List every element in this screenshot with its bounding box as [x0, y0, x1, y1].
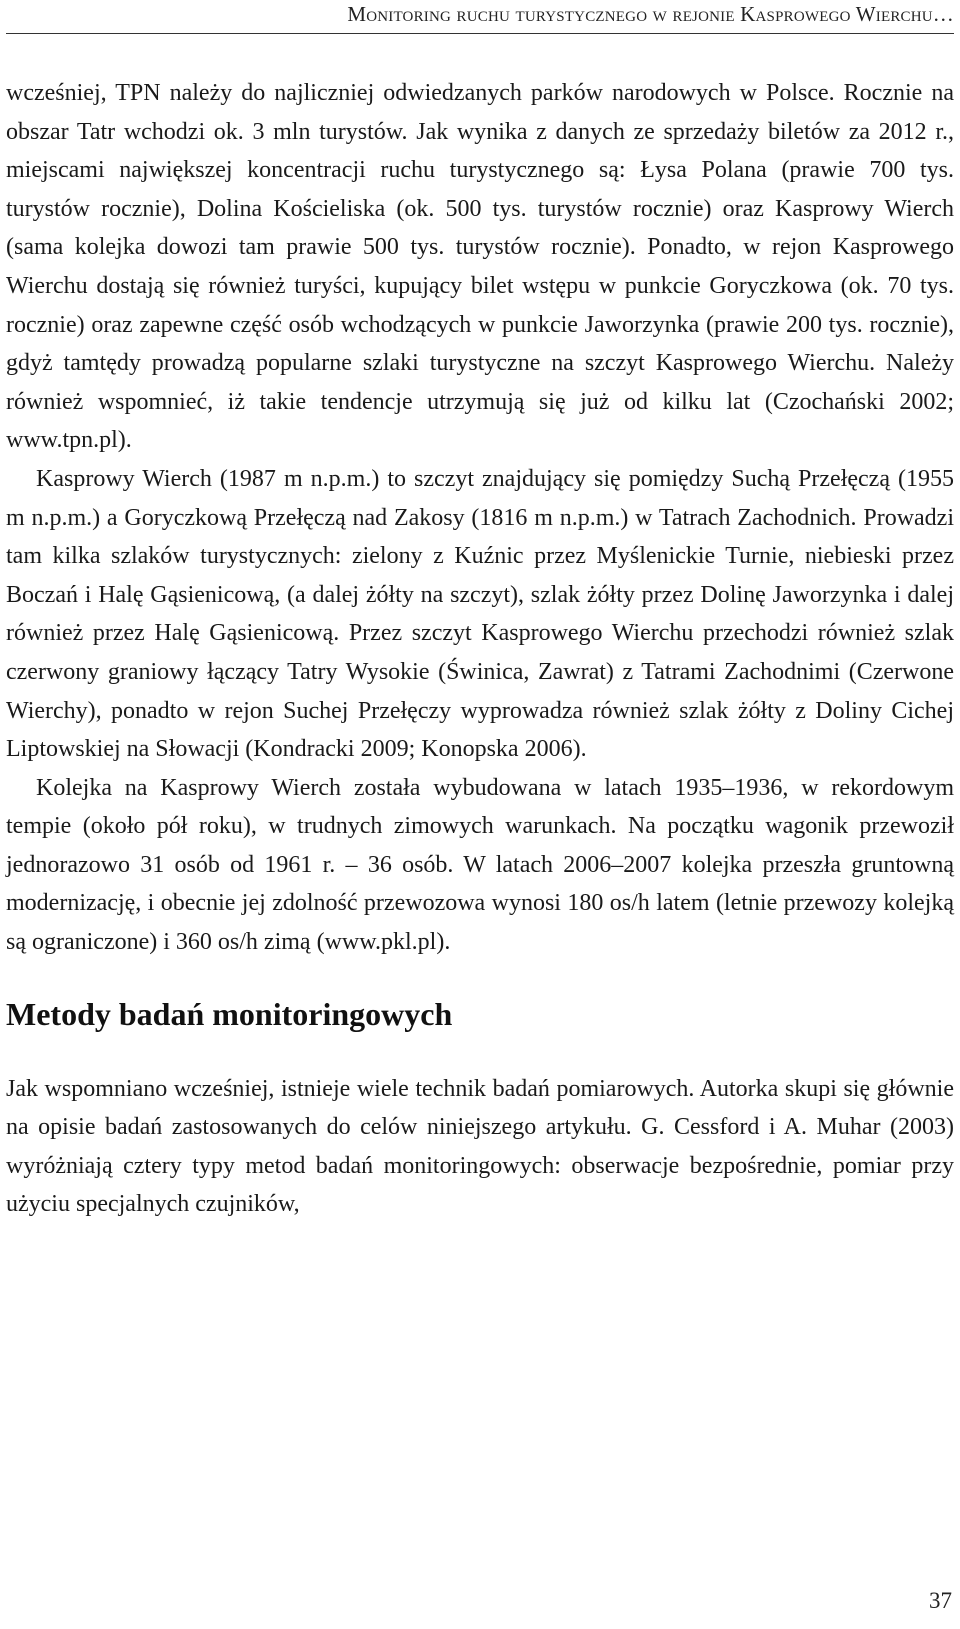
paragraph-tpn-visitors: wcześniej, TPN należy do najliczniej odwiedzanych parków narodowych w Polsce. Rocznie na obszar Tatr wchodzi ok. 3 mln turystów. Jak wynika z danych ze sprzedaży biletów za 2012 r., miejscami największej koncentracji ruchu turystycznego są: Łysa Polana (prawie 700 tys. turystów rocznie), Dolina Kościeliska (ok. 500 tys. turystów rocznie) oraz Kasprowy Wierch (sama kolejka dowozi tam prawie 500 tys. turystów rocznie). Ponadto, w rejon Kasprowego Wierchu dostają się również turyści, kupujący bilet wstępu w punkcie Goryczkowa (ok. 70 tys. rocznie) oraz zapewne część osób wchodzących w punkcie Jaworzynka (prawie 200 tys. rocznie), gdyż tamtędy prowadzą popularne szlaki turystyczne na szczyt Kasprowego Wierchu. Należy również wspomnieć, iż takie tendencje utrzymują się już od kilku lat (Czochański 2002; www.tpn.pl). [6, 80, 954, 454]
body-text [6, 74, 954, 1224]
section-heading: Metody badań monitoringowych [6, 995, 453, 1032]
page-number: 37 [929, 1588, 952, 1613]
paragraph-cable-car: Kolejka na Kasprowy Wierch została wybudowana w latach 1935–1936, w rekordowym tempie (około pół roku), w trudnych zimowych warunkach. Na początku wagonik przewoził jednorazowo 31 osób od 1961 r. – 36 osób. W latach 2006–2007 kolejka przeszła gruntowną modernizację, i obecnie jej zdolność przewozowa wynosi 180 os/h latem (letnie przewozy kolejką są ograniczone) i 360 os/h zimą (www.pkl.pl). [6, 774, 954, 956]
running-header: Monitoring ruchu turystycznego w rejonie Kasprowego Wierchu… [6, 0, 954, 34]
paragraph-kasprowy-trails: Kasprowy Wierch (1987 m n.p.m.) to szczyt znajdujący się pomiędzy Suchą Przełęczą (1955 m n.p.m.) a Goryczkową Przełęczą nad Zakosy (1816 m n.p.m.) w Tatrach Zachodnich. Prowadzi tam kilka szlaków turystycznych: zielony z Kuźnic przez Myślenickie Turnie, niebieski przez Boczań i Halę Gąsienicową, (a dalej żółty na szczyt), szlak żółty przez Dolinę Jaworzynka i dalej również przez Halę Gąsienicową. Przez szczyt Kasprowego Wierchu przechodzi również szlak czerwony graniowy łączący Tatry Wysokie (Świnica, Zawrat) z Tatrami Zachodnimi (Czerwone Wierchy), ponadto w rejon Suchej Przełęczy wyprowadza również szlak żółty z Doliny Cichej Liptowskiej na Słowacji (Kondracki 2009; Konopska 2006). [6, 465, 954, 763]
paragraph-monitoring-methods: Jak wspomniano wcześniej, istnieje wiele technik badań pomiarowych. Autorka skupi się głównie na opisie badań zastosowanych do celów niniejszego artykułu. G. Cessford i A. Muhar (2003) wyróżniają cztery typy metod badań monitoringowych: obserwacje bezpośrednie, pomiar przy użyciu specjalnych czujników, [6, 1075, 954, 1218]
